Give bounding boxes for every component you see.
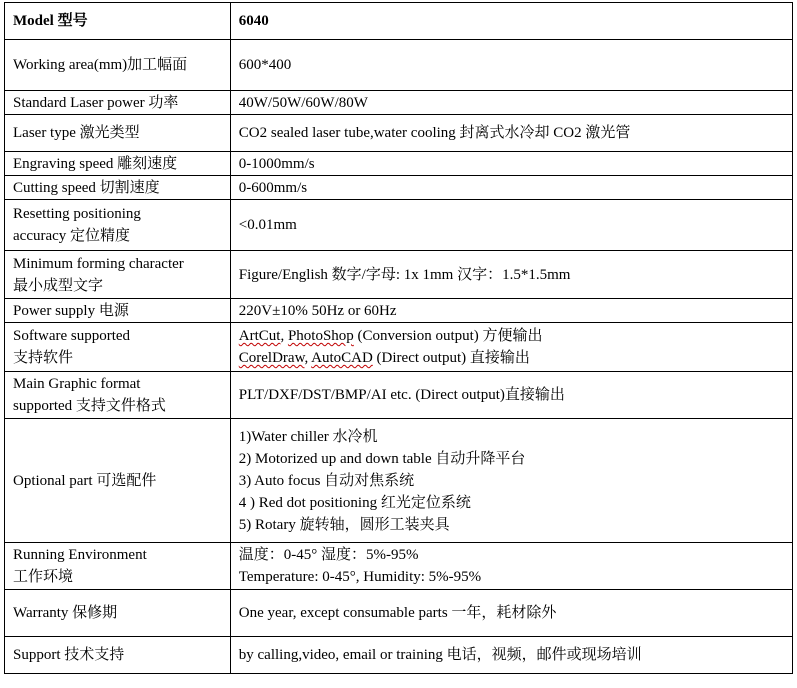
spec-value-cell — [230, 200, 792, 251]
spec-row — [5, 91, 793, 115]
spec-row — [5, 200, 793, 251]
spellcheck-mark: PhotoShop — [287, 328, 354, 344]
spec-label-line: 工作环境 — [13, 569, 74, 585]
spec-value-line: 5) Rotary 旋转轴，圆形工装夹具 — [238, 516, 450, 533]
spec-label-line: Model 型号 — [13, 13, 88, 29]
spec-label-line: Resetting positioning — [13, 206, 141, 222]
spec-label-line: Standard Laser power 功率 — [13, 94, 179, 111]
spec-value-line: CorelDraw, AutoCAD (Direct output) 直接输出 — [238, 350, 530, 366]
spec-label-line: Engraving speed 雕刻速度 — [13, 155, 178, 172]
spec-label-cell — [5, 372, 231, 419]
spec-value-line: 2) Motorized up and down table 自动升降平台 — [238, 450, 526, 467]
spec-table — [4, 2, 793, 674]
spec-label-line: accuracy 定位精度 — [13, 228, 131, 244]
spec-label-cell — [5, 590, 231, 637]
spec-label-cell — [5, 200, 231, 251]
spec-row — [5, 115, 793, 152]
spec-value-line: One year, except consumable parts 一年，耗材除外 — [238, 605, 557, 621]
spec-value-cell — [230, 590, 792, 637]
spec-value-cell — [230, 91, 792, 115]
spec-label-line: Support 技术支持 — [13, 647, 125, 663]
spec-label-line: Warranty 保修期 — [13, 605, 118, 621]
spec-label-cell — [5, 637, 231, 674]
spec-label-cell — [5, 91, 231, 115]
spec-value-cell — [230, 419, 792, 543]
spec-label-cell — [5, 251, 231, 299]
spec-value-cell — [230, 323, 792, 372]
spec-value-line: 3) Auto focus 自动对焦系统 — [238, 472, 415, 489]
spec-value-line: 温度：0-45° 湿度：5%-95% — [238, 547, 419, 563]
spec-value-cell — [230, 115, 792, 152]
spec-value-cell — [230, 637, 792, 674]
spec-label-cell — [5, 152, 231, 176]
spec-label-cell — [5, 299, 231, 323]
spec-row — [5, 176, 793, 200]
spec-value-line: 0-1000mm/s — [238, 155, 315, 172]
spec-row — [5, 3, 793, 40]
spec-value-line: 220V±10% 50Hz or 60Hz — [238, 302, 397, 319]
spec-label-cell — [5, 115, 231, 152]
spec-label-cell — [5, 419, 231, 543]
spec-row — [5, 299, 793, 323]
spellcheck-mark: ArtCut — [238, 328, 281, 344]
spec-label-cell — [5, 176, 231, 200]
spec-value-line: by calling,video, email or training 电话，视频，邮件或现场培训 — [238, 647, 642, 663]
spec-value-line: 600*400 — [238, 57, 292, 73]
spec-value-cell — [230, 372, 792, 419]
spec-label-line: Software supported — [13, 328, 131, 344]
spec-row — [5, 40, 793, 91]
spec-value-line: <0.01mm — [238, 217, 297, 233]
spec-row — [5, 590, 793, 637]
spec-label-line: Running Environment — [13, 547, 147, 563]
spec-row — [5, 152, 793, 176]
spec-row — [5, 372, 793, 419]
spec-value-line: ArtCut, PhotoShop (Conversion output) 方便输出 — [238, 328, 543, 344]
spec-label-line: Minimum forming character — [13, 255, 184, 272]
spec-label-line: Cutting speed 切割速度 — [13, 179, 160, 196]
spec-value-line: CO2 sealed laser tube,water cooling 封离式水冷却 CO2 激光管 — [238, 125, 631, 141]
spec-value-cell — [230, 299, 792, 323]
spec-label-cell — [5, 3, 231, 40]
spec-value-line: 1)Water chiller 水冷机 — [238, 428, 378, 445]
spec-value-cell — [230, 152, 792, 176]
spec-label-line: Optional part 可选配件 — [13, 472, 157, 489]
spellcheck-mark: AutoCAD — [311, 350, 373, 366]
spellcheck-mark: CorelDraw — [238, 350, 305, 366]
spec-value-line: Temperature: 0-45°, Humidity: 5%-95% — [238, 569, 482, 585]
spec-value-line: Figure/English 数字/字母: 1x 1mm 汉字：1.5*1.5mm — [238, 266, 571, 283]
spec-table-body — [5, 3, 793, 674]
spec-row — [5, 637, 793, 674]
spec-label-line: Laser type 激光类型 — [13, 125, 140, 141]
spec-label-line: Working area(mm)加工幅面 — [13, 57, 188, 73]
spec-value-line: 40W/50W/60W/80W — [238, 94, 368, 111]
spec-value-line: 6040 — [238, 13, 269, 29]
spec-value-line: 0-600mm/s — [238, 179, 308, 196]
spec-label-cell — [5, 323, 231, 372]
spec-value-cell — [230, 40, 792, 91]
spec-row — [5, 323, 793, 372]
spec-label-line: 支持软件 — [13, 350, 74, 366]
spec-value-cell — [230, 3, 792, 40]
spec-label-line: 最小成型文字 — [13, 277, 104, 294]
spec-value-cell — [230, 543, 792, 590]
spec-value-line: 4 ) Red dot positioning 红光定位系统 — [238, 494, 471, 511]
spec-label-line: supported 支持文件格式 — [13, 398, 166, 414]
spec-row — [5, 419, 793, 543]
spec-label-line: Power supply 电源 — [13, 302, 129, 319]
spec-row — [5, 543, 793, 590]
spec-value-cell — [230, 251, 792, 299]
spec-value-line: PLT/DXF/DST/BMP/AI etc. (Direct output)直接输出 — [238, 387, 565, 403]
spec-label-line: Main Graphic format — [13, 376, 141, 392]
spec-row — [5, 251, 793, 299]
spec-label-cell — [5, 543, 231, 590]
spec-value-cell — [230, 176, 792, 200]
spec-label-cell — [5, 40, 231, 91]
